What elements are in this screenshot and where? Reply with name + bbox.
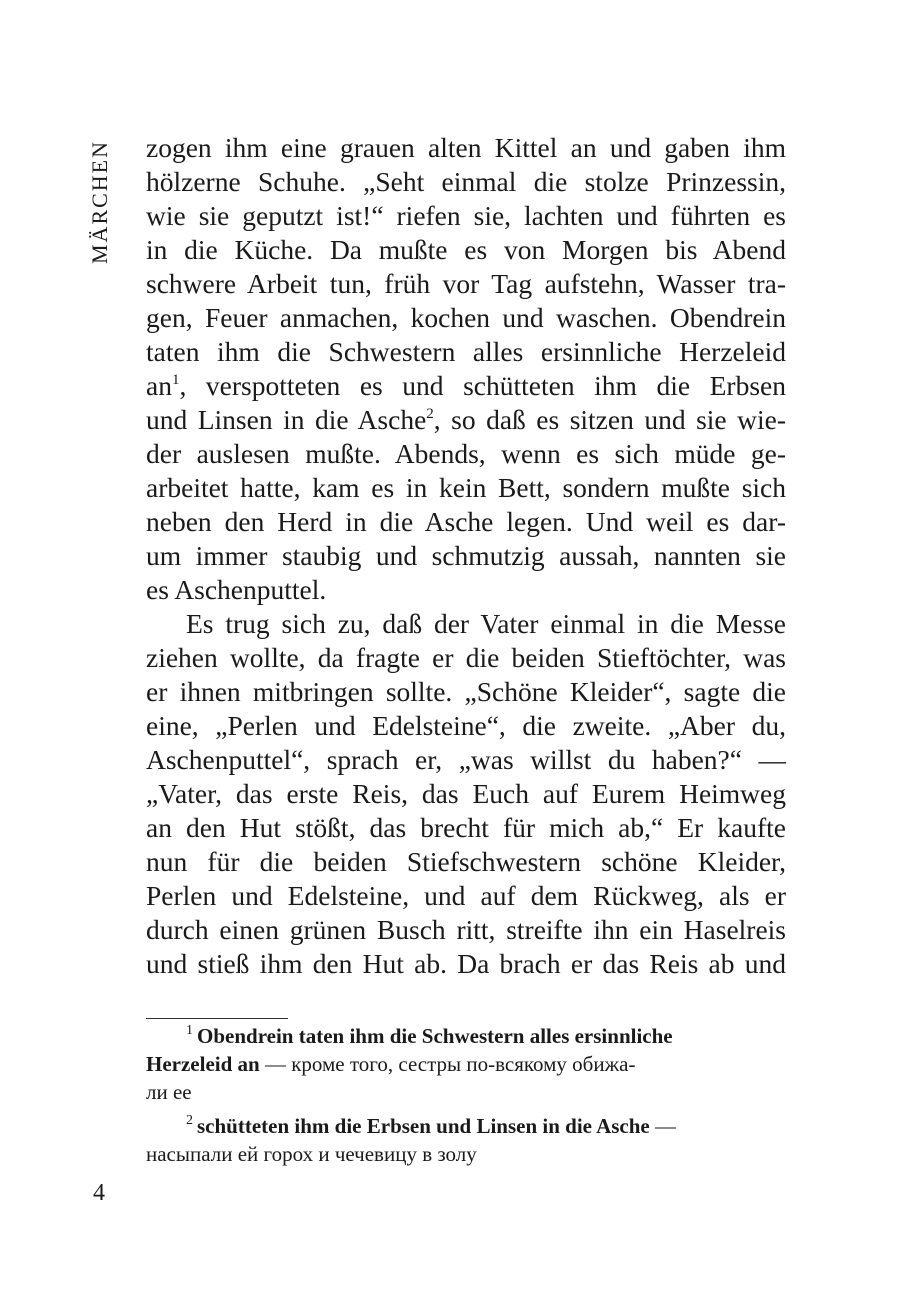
- text-fragment: , verspotteten es und schütteten ihm die Erbsen: [179, 370, 786, 401]
- text-fragment: , so daß es sitzen und sie wie-: [433, 404, 786, 435]
- footnote-number: 1: [186, 1023, 193, 1038]
- text-line-with-footnote-ref: [146, 369, 786, 403]
- footnote-translation: ли ее: [146, 1080, 192, 1104]
- text-line: in die Küche. Da mußte es von Morgen bis Abend: [146, 234, 786, 265]
- text-line: durch einen grünen Busch ritt, streifte ihn ein Haselreis: [146, 914, 786, 945]
- footnote-line: [146, 1022, 786, 1050]
- text-line: hölzerne Schuhe. „Seht einmal die stolze Prinzessin,: [146, 166, 786, 197]
- footnote-line: [146, 1112, 786, 1140]
- footnote-line: [146, 1140, 786, 1168]
- text-line: Es trug sich zu, daß der Vater einmal in die Messe: [186, 608, 786, 639]
- text-fragment: und Linsen in die Asche: [146, 404, 427, 435]
- text-line: zogen ihm eine grauen alten Kittel an und gaben ihm: [146, 132, 786, 163]
- text-line-with-footnote-ref: [146, 403, 786, 437]
- running-head-text: MÄRCHEN: [87, 139, 113, 265]
- footnote-german: Herzeleid an: [146, 1052, 260, 1076]
- text-line: nun für die beiden Stiefschwestern schöne Kleider,: [146, 846, 786, 877]
- footnote-line: [146, 1050, 786, 1078]
- main-text: [146, 131, 786, 981]
- text-line: arbeitet hatte, kam es in kein Bett, sondern mußte sich: [146, 472, 786, 503]
- footnote-german: schütteten ihm die Erbsen und Linsen in die Asche: [197, 1114, 650, 1138]
- footnotes: [146, 1022, 786, 1174]
- footnote-2: [146, 1112, 786, 1168]
- footnote-1: [146, 1022, 786, 1106]
- text-line: Perlen und Edelsteine, und auf dem Rückweg, als er: [146, 880, 786, 911]
- footnote-translation: насыпали ей горох и чечевицу в золу: [146, 1142, 477, 1166]
- footnote-ref-2[interactable]: 2: [426, 406, 434, 422]
- text-line: schwere Arbeit tun, früh vor Tag aufstehn, Wasser tra-: [146, 268, 786, 299]
- text-line: wie sie geputzt ist!“ riefen sie, lachten und führten es: [146, 200, 786, 231]
- footnote-translation: —: [649, 1114, 677, 1138]
- footnote-translation: — кроме того, сестры по-всякому обижа-: [259, 1052, 636, 1076]
- text-line: neben den Herd in die Asche legen. Und weil es dar-: [146, 506, 786, 537]
- text-line: um immer staubig und schmutzig aussah, nannten sie: [146, 540, 786, 571]
- text-line: an den Hut stößt, das brecht für mich ab,“ Er kaufte: [146, 812, 786, 843]
- footnote-ref-1[interactable]: 1: [171, 372, 180, 388]
- text-line: taten ihm die Schwestern alles ersinnliche Herzeleid: [146, 336, 786, 367]
- text-line: und stieß ihm den Hut ab. Da brach er das Reis ab und: [146, 948, 786, 979]
- footnote-line: [146, 1078, 786, 1106]
- footnote-number: 2: [186, 1113, 193, 1128]
- text-line: „Vater, das erste Reis, das Euch auf Eurem Heimweg: [146, 778, 786, 809]
- text-line: eine, „Perlen und Edelsteine“, die zweite. „Aber du,: [146, 710, 786, 741]
- text-line: Aschenputtel“, sprach er, „was willst du haben?“ —: [146, 744, 786, 775]
- page-number: 4: [93, 1180, 105, 1206]
- text-line: der auslesen mußte. Abends, wenn es sich müde ge-: [146, 438, 786, 469]
- footnote-divider: [146, 1018, 288, 1019]
- text-fragment: an: [146, 370, 172, 401]
- text-line: gen, Feuer anmachen, kochen und waschen. Obendrein: [146, 302, 786, 333]
- text-line: er ihnen mitbringen sollte. „Schöne Kleider“, sagte die: [146, 676, 786, 707]
- running-head: [70, 132, 130, 272]
- footnote-german: Obendrein taten ihm die Schwestern alles ersinnliche: [197, 1024, 673, 1048]
- text-line: es Aschenputtel.: [146, 574, 327, 605]
- text-line: ziehen wollte, da fragte er die beiden Stieftöchter, was: [146, 642, 786, 673]
